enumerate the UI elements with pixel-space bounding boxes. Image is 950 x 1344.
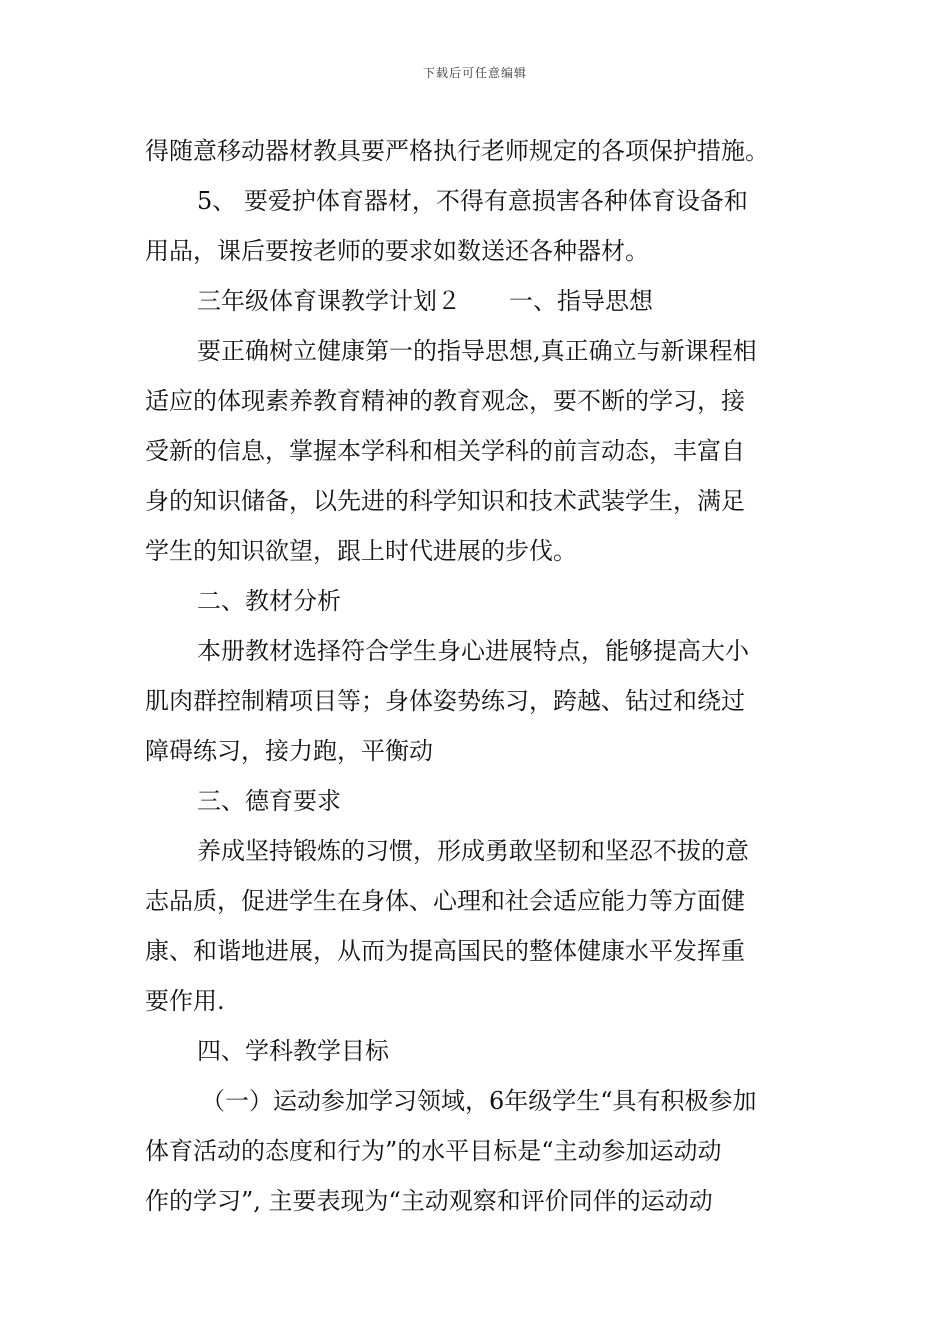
text-line: 得随意移动器材教具要严格执行老师规定的各项保护措施。 — [145, 137, 769, 165]
text-line: 肌肉群控制精项目等；身体姿势练习，跨越、钻过和绕过 — [145, 687, 745, 715]
page-header: 下载后可任意编辑 — [422, 66, 527, 80]
text-line: 作的学习”, 主要表现为“主动观察和评价同伴的运动动 — [145, 1187, 713, 1215]
document-body — [145, 126, 810, 1226]
text-line: 身的知识储备，以先进的科学知识和技术武装学生，满足 — [145, 487, 745, 515]
text-line: 适应的体现素养教育精神的教育观念，要不断的学习，接 — [145, 387, 745, 415]
text-line: 障碍练习，接力跑，平衡动 — [145, 737, 433, 765]
text-line: 5、 要爱护体育器材，不得有意损害各种体育设备和 — [197, 187, 748, 215]
section-heading: 三年级体育课教学计划２ 一、指导思想 — [197, 287, 653, 315]
text-line: 体育活动的态度和行为”的水平目标是“主动参加运动动 — [145, 1137, 722, 1165]
text-line: 志品质，促进学生在身体、心理和社会适应能力等方面健 — [145, 887, 745, 915]
text-line: 学生的知识欲望，跟上时代进展的步伐。 — [145, 537, 577, 565]
text-line: 要正确树立健康第一的指导思想,真正确立与新课程相 — [197, 337, 757, 365]
section-heading: 三、德育要求 — [197, 787, 341, 815]
text-line: 康、和谐地进展，从而为提高国民的整体健康水平发挥重 — [145, 937, 745, 965]
text-line: 用品，课后要按老师的要求如数送还各种器材。 — [145, 237, 649, 265]
section-heading: 四、学科教学目标 — [197, 1037, 389, 1065]
text-line: 受新的信息，掌握本学科和相关学科的前言动态，丰富自 — [145, 437, 745, 465]
section-heading: 二、教材分析 — [197, 587, 341, 615]
text-line: 本册教材选择符合学生身心进展特点，能够提高大小 — [197, 637, 749, 665]
text-line: 要作用. — [145, 987, 225, 1015]
text-line: 养成坚持锻炼的习惯，形成勇敢坚韧和坚忍不拔的意 — [197, 837, 749, 865]
text-line: （一）运动参加学习领域，6年级学生“具有积极参加 — [201, 1087, 757, 1115]
